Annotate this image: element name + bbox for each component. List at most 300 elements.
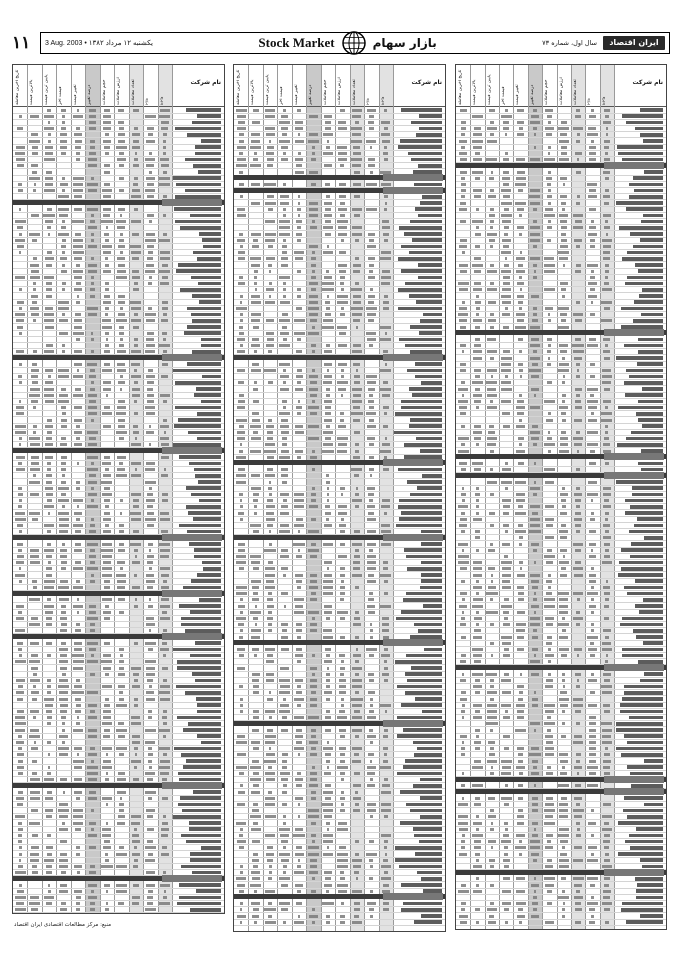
- table-cell: [132, 853, 140, 856]
- table-cell: [560, 282, 568, 285]
- company-name-cell: [617, 145, 663, 149]
- table-cell: [587, 636, 597, 639]
- table-row: [456, 274, 666, 280]
- table-cell: [380, 704, 391, 707]
- table-cell: [252, 338, 260, 341]
- table-cell: [88, 834, 97, 837]
- table-cell: [604, 884, 609, 887]
- company-name-cell: [419, 331, 442, 335]
- table-cell: [381, 803, 391, 806]
- table-row: [234, 826, 445, 832]
- table-cell: [517, 319, 524, 322]
- table-cell: [602, 865, 612, 868]
- table-cell: [34, 183, 36, 186]
- sector-label: [162, 633, 222, 640]
- company-name-cell: [409, 294, 442, 298]
- table-cell: [462, 716, 464, 719]
- table-cell: [531, 115, 538, 118]
- table-cell: [367, 338, 376, 341]
- table-row: [13, 417, 224, 423]
- table-cell: [602, 815, 613, 818]
- table-cell: [383, 406, 389, 409]
- table-cell: [33, 425, 37, 428]
- table-cell: [355, 611, 359, 614]
- table-cell: [337, 611, 348, 614]
- table-row: [13, 615, 224, 621]
- table-cell: [546, 772, 552, 775]
- table-cell: [250, 450, 261, 453]
- company-name-cell: [179, 455, 221, 459]
- table-cell: [533, 598, 537, 601]
- table-cell: [309, 784, 317, 787]
- table-cell: [473, 189, 482, 192]
- table-row: [13, 423, 224, 429]
- table-cell: [282, 313, 288, 316]
- table-cell: [587, 766, 597, 769]
- table-cell: [340, 673, 344, 676]
- table-cell: [559, 611, 568, 614]
- table-cell: [503, 735, 510, 738]
- table-cell: [120, 338, 124, 341]
- company-name-cell: [421, 561, 442, 565]
- table-cell: [339, 524, 346, 527]
- table-cell: [310, 772, 318, 775]
- company-name-cell: [397, 734, 442, 738]
- sector-divider: [234, 535, 445, 540]
- table-cell: [163, 350, 167, 353]
- table-cell: [102, 462, 111, 465]
- table-cell: [161, 164, 169, 167]
- table-cell: [326, 425, 330, 428]
- table-cell: [162, 332, 167, 335]
- table-cell: [326, 344, 330, 347]
- table-cell: [159, 729, 170, 732]
- table-cell: [576, 202, 580, 205]
- table-cell: [476, 307, 480, 310]
- table-cell: [515, 481, 526, 484]
- table-cell: [353, 406, 360, 409]
- table-cell: [46, 295, 52, 298]
- table-cell: [62, 543, 65, 546]
- company-name-cell: [175, 220, 221, 224]
- table-cell: [74, 133, 83, 136]
- table-cell: [77, 369, 80, 372]
- table-cell: [340, 276, 345, 279]
- table-cell: [117, 822, 125, 825]
- table-row: [456, 764, 666, 770]
- table-cell: [476, 549, 478, 552]
- table-cell: [575, 388, 582, 391]
- table-cell: [516, 158, 525, 161]
- table-cell: [237, 214, 246, 217]
- table-cell: [309, 295, 319, 298]
- table-cell: [518, 784, 522, 787]
- table-cell: [297, 412, 301, 415]
- table-cell: [253, 493, 259, 496]
- company-name-cell: [196, 889, 221, 893]
- table-cell: [106, 902, 109, 905]
- table-cell: [162, 642, 167, 645]
- company-name-cell: [197, 412, 221, 416]
- table-cell: [530, 357, 540, 360]
- table-cell: [352, 164, 361, 167]
- table-cell: [30, 729, 39, 732]
- table-cell: [73, 809, 82, 812]
- table-cell: [269, 270, 271, 273]
- table-cell: [575, 921, 580, 924]
- table-cell: [368, 301, 374, 304]
- table-row: [234, 361, 445, 367]
- table-cell: [134, 549, 138, 552]
- table-cell: [491, 766, 494, 769]
- table-cell: [490, 264, 494, 267]
- table-cell: [117, 226, 125, 229]
- sector-divider: [234, 894, 445, 899]
- company-name-cell: [175, 127, 221, 131]
- table-cell: [253, 530, 259, 533]
- table-cell: [87, 642, 98, 645]
- table-cell: [576, 753, 581, 756]
- table-row: [234, 150, 445, 156]
- company-name-cell: [414, 920, 442, 924]
- column-header: P/E: [366, 97, 372, 105]
- table-cell: [33, 350, 37, 353]
- table-cell: [265, 127, 275, 130]
- table-cell: [532, 319, 538, 322]
- table-cell: [105, 344, 108, 347]
- table-cell: [459, 264, 468, 267]
- table-cell: [352, 226, 362, 229]
- table-cell: [103, 214, 110, 217]
- table-cell: [573, 592, 582, 595]
- table-cell: [44, 313, 54, 316]
- table-cell: [147, 524, 154, 527]
- table-cell: [574, 357, 582, 360]
- table-cell: [281, 840, 288, 843]
- table-cell: [324, 611, 332, 614]
- table-cell: [323, 747, 334, 750]
- table-cell: [589, 580, 597, 583]
- table-cell: [340, 419, 344, 422]
- table-cell: [73, 332, 84, 335]
- table-cell: [575, 784, 581, 787]
- table-cell: [490, 400, 493, 403]
- table-cell: [159, 747, 170, 750]
- table-cell: [562, 381, 565, 384]
- table-cell: [30, 710, 39, 713]
- table-cell: [294, 716, 304, 719]
- table-cell: [104, 580, 110, 583]
- table-cell: [72, 654, 83, 657]
- table-cell: [32, 698, 37, 701]
- table-cell: [283, 784, 287, 787]
- table-cell: [103, 518, 111, 521]
- table-cell: [472, 171, 482, 174]
- table-cell: [90, 623, 95, 626]
- table-cell: [91, 654, 94, 657]
- table-cell: [48, 140, 51, 143]
- table-row: [234, 398, 445, 404]
- table-cell: [279, 902, 290, 905]
- table-cell: [516, 406, 525, 409]
- table-cell: [588, 406, 598, 409]
- table-cell: [309, 388, 319, 391]
- table-row: [234, 876, 445, 882]
- table-cell: [163, 338, 166, 341]
- sector-divider: [456, 473, 666, 478]
- table-row: [234, 206, 445, 212]
- table-cell: [58, 208, 68, 211]
- table-cell: [298, 400, 300, 403]
- table-cell: [240, 505, 243, 508]
- table-cell: [563, 555, 565, 558]
- table-cell: [516, 177, 526, 180]
- table-cell: [265, 233, 276, 236]
- company-name-cell: [420, 778, 442, 782]
- table-cell: [279, 220, 290, 223]
- company-name-cell: [618, 821, 663, 825]
- table-cell: [18, 462, 22, 465]
- table-row: [13, 746, 224, 752]
- company-name-cell: [633, 629, 663, 633]
- table-cell: [118, 264, 125, 267]
- company-name-cell: [192, 121, 221, 125]
- table-cell: [606, 133, 608, 136]
- table-cell: [587, 784, 598, 787]
- table-cell: [533, 109, 538, 112]
- table-cell: [561, 524, 566, 527]
- table-cell: [591, 140, 593, 143]
- company-name-cell: [190, 852, 221, 856]
- table-cell: [310, 456, 317, 459]
- table-cell: [577, 772, 580, 775]
- table-cell: [105, 908, 108, 911]
- table-cell: [604, 226, 610, 229]
- company-name-cell: [635, 127, 663, 131]
- table-cell: [308, 332, 318, 335]
- table-cell: [145, 313, 155, 316]
- table-cell: [131, 363, 140, 366]
- table-cell: [48, 766, 50, 769]
- table-cell: [251, 369, 261, 372]
- table-cell: [370, 171, 374, 174]
- company-name-cell: [627, 815, 663, 819]
- table-cell: [517, 822, 524, 825]
- table-cell: [15, 276, 25, 279]
- table-cell: [532, 636, 538, 639]
- table-cell: [574, 648, 581, 651]
- table-cell: [326, 388, 330, 391]
- company-name-cell: [418, 214, 442, 218]
- table-cell: [532, 425, 539, 428]
- table-cell: [240, 443, 242, 446]
- company-name-cell: [636, 635, 663, 639]
- table-cell: [516, 313, 524, 316]
- table-cell: [337, 437, 348, 440]
- table-cell: [563, 685, 565, 688]
- table-cell: [490, 493, 495, 496]
- table-cell: [74, 350, 81, 353]
- table-cell: [587, 443, 598, 446]
- table-cell: [15, 871, 26, 874]
- table-cell: [159, 344, 170, 347]
- table-cell: [149, 220, 151, 223]
- table-cell: [367, 381, 376, 384]
- table-cell: [89, 846, 96, 849]
- table-row: [234, 268, 445, 274]
- table-cell: [475, 177, 479, 180]
- table-cell: [134, 704, 139, 707]
- table-cell: [369, 270, 373, 273]
- table-cell: [73, 270, 84, 273]
- table-cell: [548, 313, 550, 316]
- table-cell: [352, 716, 362, 719]
- table-cell: [15, 722, 26, 725]
- table-cell: [491, 822, 493, 825]
- table-cell: [515, 202, 526, 205]
- table-cell: [62, 722, 65, 725]
- table-cell: [384, 109, 387, 112]
- table-cell: [502, 412, 510, 415]
- table-cell: [504, 264, 509, 267]
- company-name-cell: [413, 827, 442, 831]
- table-cell: [309, 505, 318, 508]
- table-cell: [75, 146, 82, 149]
- table-cell: [309, 202, 318, 205]
- table-cell: [59, 698, 68, 701]
- table-cell: [575, 561, 581, 564]
- table-cell: [33, 586, 37, 589]
- table-cell: [163, 146, 166, 149]
- table-cell: [74, 642, 81, 645]
- table-cell: [520, 673, 522, 676]
- table-cell: [119, 239, 124, 242]
- table-cell: [560, 574, 567, 577]
- table-cell: [491, 171, 493, 174]
- table-cell: [532, 803, 539, 806]
- table-row: [13, 318, 224, 324]
- table-cell: [488, 567, 495, 570]
- company-name-cell: [418, 276, 442, 280]
- table-cell: [366, 853, 377, 856]
- table-cell: [367, 518, 375, 521]
- table-row: [456, 622, 666, 628]
- table-cell: [18, 685, 23, 688]
- table-cell: [370, 704, 373, 707]
- table-cell: [237, 208, 245, 211]
- table-cell: [266, 319, 275, 322]
- table-cell: [298, 530, 301, 533]
- company-name-cell: [420, 449, 442, 453]
- table-cell: [130, 245, 141, 248]
- table-cell: [573, 214, 584, 217]
- table-cell: [460, 270, 467, 273]
- company-name-cell: [203, 567, 221, 571]
- table-cell: [44, 505, 54, 508]
- table-cell: [504, 822, 508, 825]
- table-cell: [33, 257, 37, 260]
- table-cell: [119, 698, 124, 701]
- company-name-cell: [635, 877, 663, 881]
- table-cell: [296, 648, 303, 651]
- table-cell: [603, 586, 610, 589]
- table-cell: [476, 406, 479, 409]
- table-cell: [310, 319, 317, 322]
- table-cell: [17, 890, 24, 893]
- table-cell: [280, 332, 290, 335]
- table-cell: [489, 859, 494, 862]
- table-cell: [282, 760, 286, 763]
- table-cell: [239, 133, 244, 136]
- table-cell: [163, 710, 166, 713]
- table-cell: [352, 109, 362, 112]
- table-cell: [312, 350, 316, 353]
- table-cell: [488, 195, 497, 198]
- company-name-cell: [401, 883, 442, 887]
- table-cell: [252, 729, 260, 732]
- table-cell: [29, 233, 40, 236]
- table-cell: [548, 344, 552, 347]
- table-cell: [236, 474, 246, 477]
- table-cell: [311, 543, 315, 546]
- table-cell: [369, 859, 373, 862]
- table-cell: [145, 239, 156, 242]
- table-cell: [589, 747, 596, 750]
- sector-divider: [456, 777, 666, 782]
- table-cell: [531, 747, 539, 750]
- table-cell: [562, 890, 565, 893]
- table-cell: [562, 487, 565, 490]
- table-cell: [281, 115, 288, 118]
- table-cell: [502, 567, 511, 570]
- table-cell: [605, 462, 609, 465]
- table-cell: [503, 611, 509, 614]
- company-name-cell: [638, 269, 663, 273]
- table-cell: [461, 908, 465, 911]
- table-cell: [104, 487, 111, 490]
- table-cell: [603, 505, 611, 508]
- company-name-cell: [620, 703, 663, 707]
- company-name-cell: [618, 852, 663, 856]
- table-cell: [367, 245, 376, 248]
- company-name-cell: [621, 548, 663, 552]
- company-name-cell: [638, 418, 663, 422]
- table-cell: [119, 660, 124, 663]
- table-cell: [559, 140, 569, 143]
- table-cell: [545, 815, 553, 818]
- company-name-cell: [633, 176, 663, 180]
- table-cell: [31, 164, 38, 167]
- table-cell: [280, 512, 289, 515]
- table-cell: [501, 840, 511, 843]
- company-name-cell: [196, 697, 221, 701]
- table-cell: [87, 505, 97, 508]
- table-cell: [461, 654, 466, 657]
- table-cell: [604, 140, 611, 143]
- table-cell: [253, 109, 259, 112]
- company-name-cell: [190, 858, 221, 862]
- table-cell: [533, 307, 536, 310]
- table-cell: [17, 301, 24, 304]
- table-cell: [534, 146, 537, 149]
- table-cell: [311, 344, 317, 347]
- table-cell: [370, 636, 373, 639]
- table-cell: [251, 140, 260, 143]
- company-name-cell: [622, 257, 663, 261]
- table-cell: [340, 164, 344, 167]
- table-cell: [74, 685, 82, 688]
- table-cell: [145, 791, 156, 794]
